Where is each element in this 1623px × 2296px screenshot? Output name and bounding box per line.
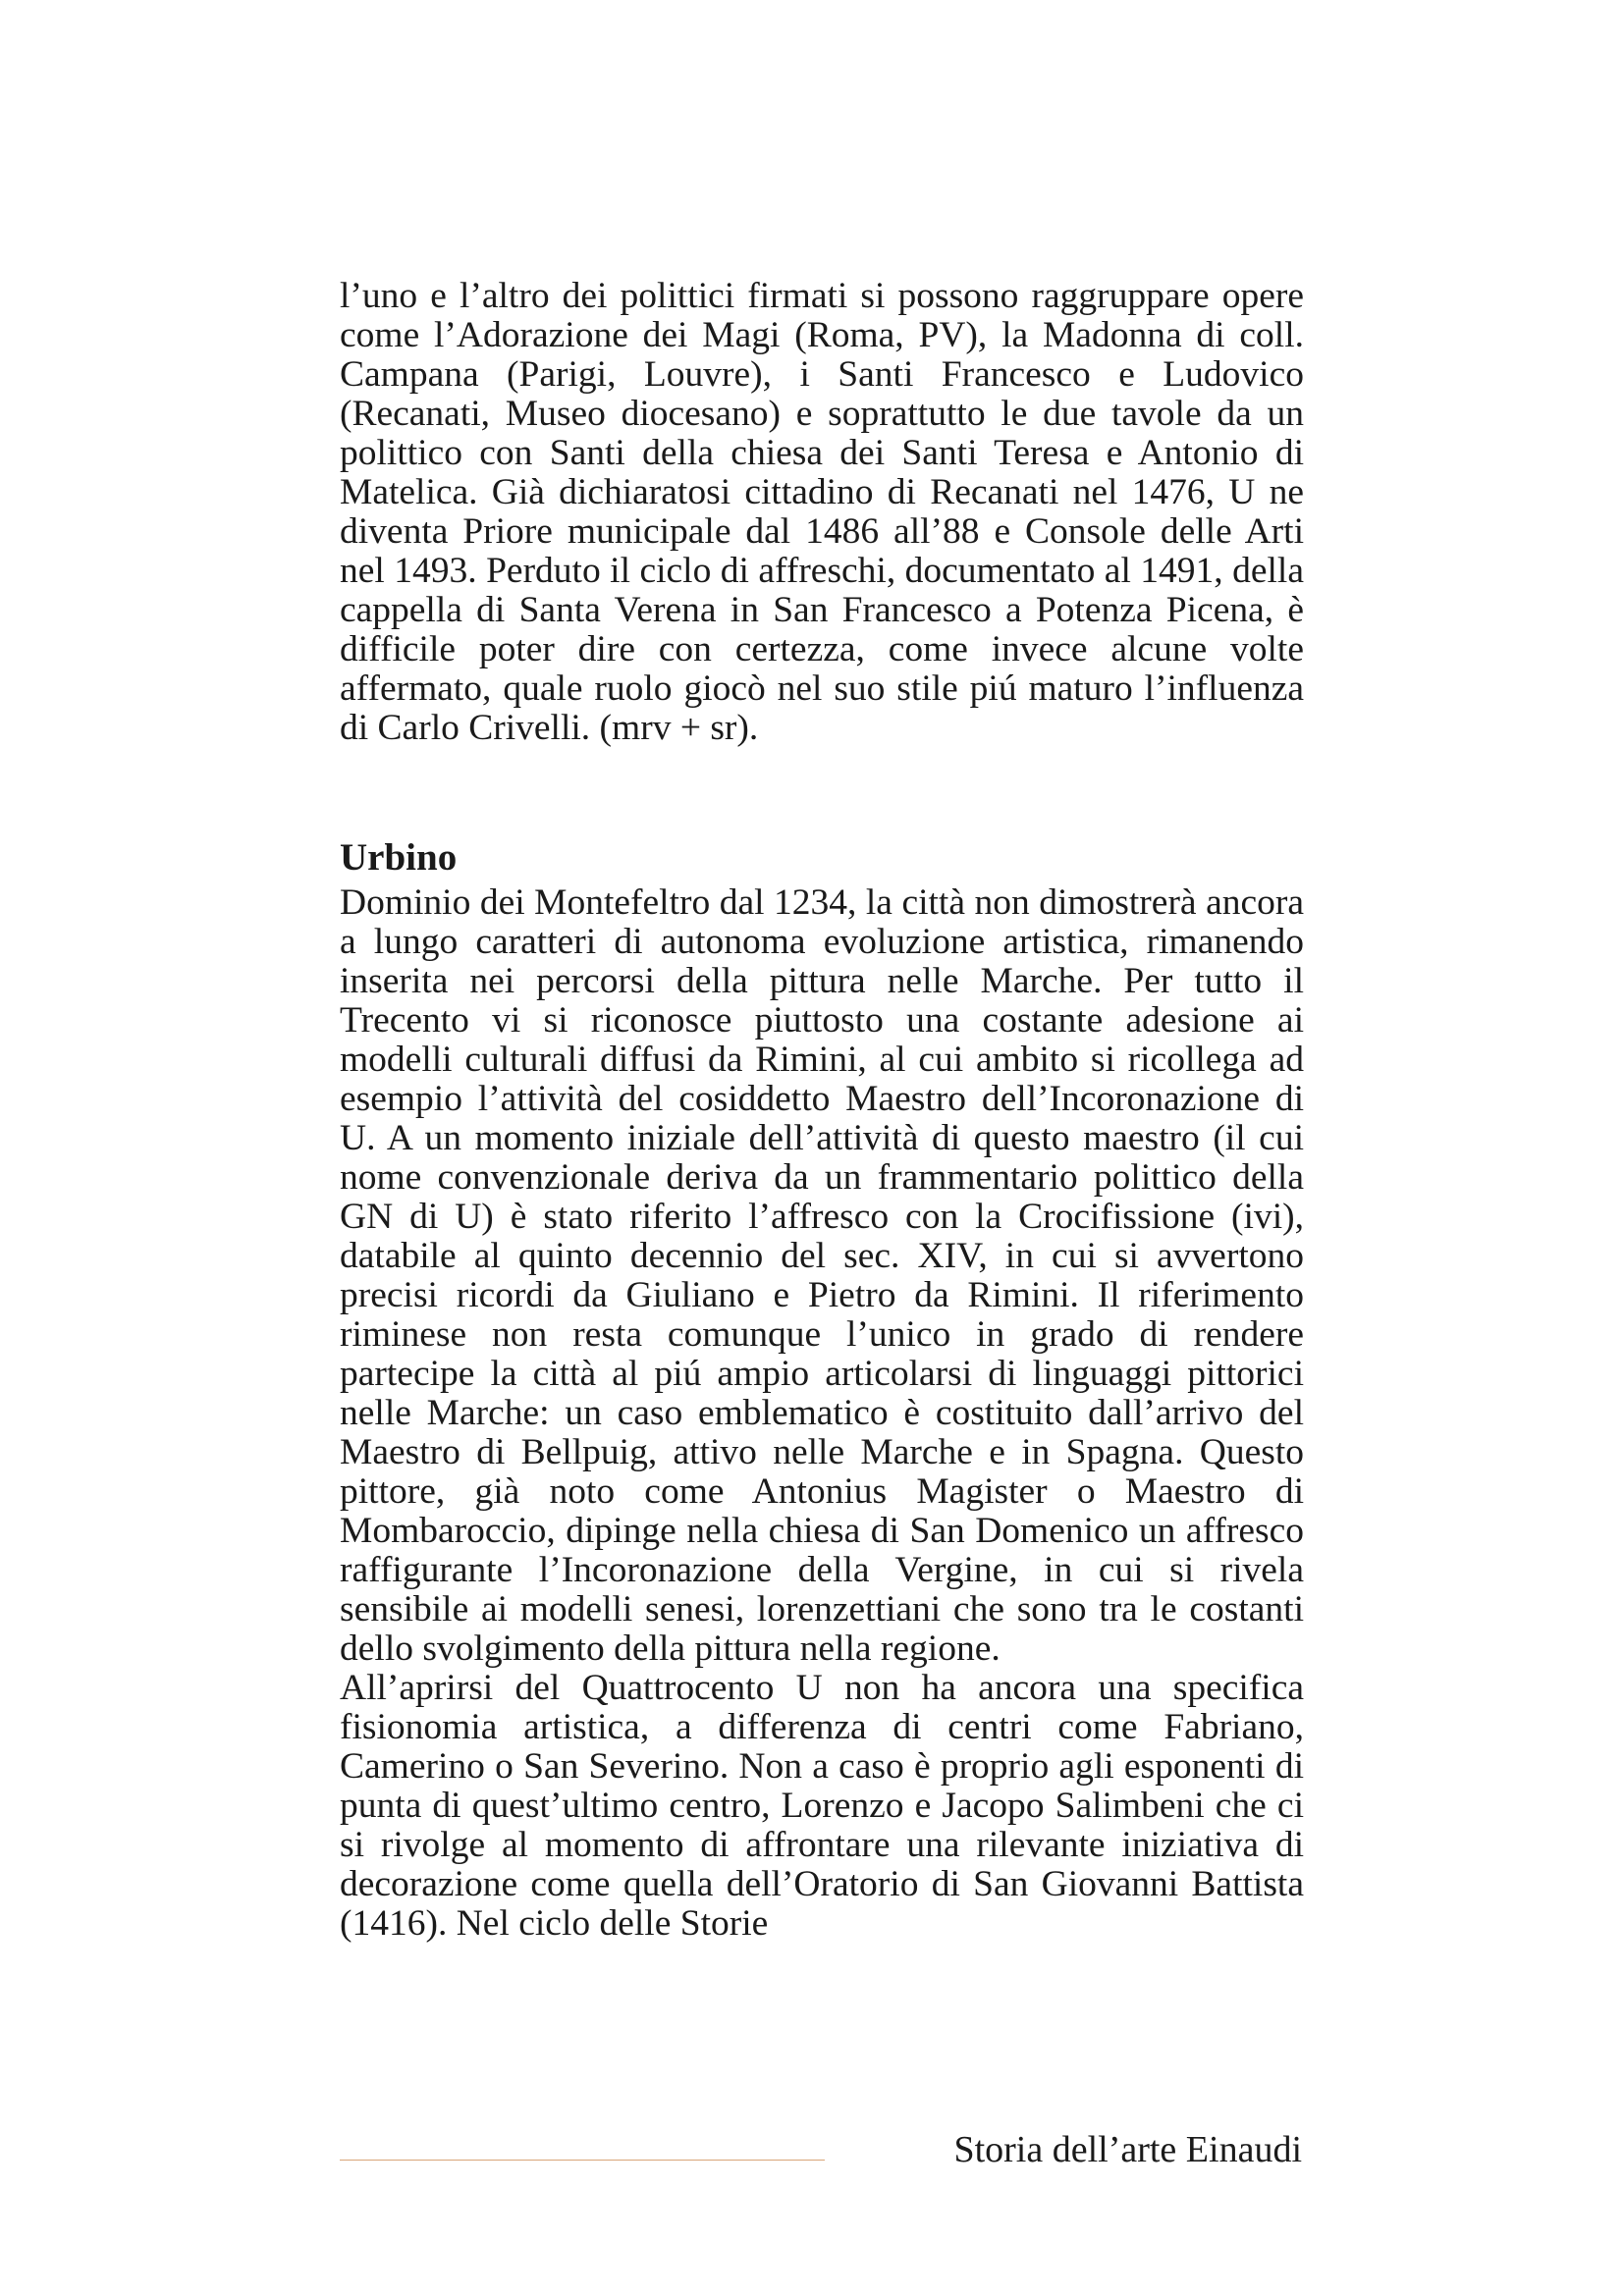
section-heading: Urbino <box>340 836 458 879</box>
footer-rule <box>340 2160 825 2161</box>
footer-title: Storia dell’arte Einaudi <box>953 2129 1302 2170</box>
paragraph-3: All’aprirsi del Quattrocento U non ha ancora una specifica fisionomia artistica, a differenza di centri come Fabriano, Camerino o San Severino. Non a caso è proprio agli esponenti di punta di quest’ultimo centro, Lorenzo e Jacopo Salimbeni che ci si rivolge al momento di affrontare una rilevante iniziativa di decorazione come quella dell’Oratorio di San Giovanni Battista (1416). Nel ciclo delle Storie <box>340 1668 1304 1944</box>
paragraph-1: l’uno e l’altro dei polittici firmati si possono raggruppare opere come l’Adorazione dei Magi (Roma, PV), la Madonna di coll. Campana (Parigi, Louvre), i Santi Francesco e Ludovico (Recanati, Museo diocesano) e soprattutto le due tavole da un polittico con Santi della chiesa dei Santi Teresa e Antonio di Matelica. Già dichiaratosi cittadino di Recanati nel 1476, U ne diventa Priore municipale dal 1486 all’88 e Console delle Arti nel 1493. Perduto il ciclo di affreschi, documentato al 1491, della cappella di Santa Verena in San Francesco a Potenza Picena, è difficile poter dire con certezza, come invece alcune volte affermato, quale ruolo giocò nel suo stile piú maturo l’influenza di Carlo Crivelli. (mrv + sr). <box>340 276 1304 748</box>
paragraph-2: Dominio dei Montefeltro dal 1234, la città non dimostrerà ancora a lungo caratteri di autonoma evoluzione artistica, rimanendo inserita nei percorsi della pittura nelle Marche. Per tutto il Trecento vi si riconosce piuttosto una costante adesione ai modelli culturali diffusi da Rimini, al cui ambito si ricollega ad esempio l’attività del cosiddetto Maestro dell’Incoronazione di U. A un momento iniziale dell’attività di questo maestro (il cui nome convenzionale deriva da un frammentario polittico della GN di U) è stato riferito l’affresco con la Crocifissione (ivi), databile al quinto decennio del sec. XIV, in cui si avvertono precisi ricordi da Giuliano e Pietro da Rimini. Il riferimento riminese non resta comunque l’unico in grado di rendere partecipe la città al piú ampio articolarsi di linguaggi pittorici nelle Marche: un caso emblematico è costituito dall’arrivo del Maestro di Bellpuig, attivo nelle Marche e in Spagna. Questo pittore, già noto come Antonius Magister o Maestro di Mombaroccio, dipinge nella chiesa di San Domenico un affresco raffigurante l’Incoronazione della Vergine, in cui si rivela sensibile ai modelli senesi, lorenzettiani che sono tra le costanti dello svolgimento della pittura nella regione. <box>340 882 1304 1669</box>
paragraph-continuation <box>340 277 1304 748</box>
section-body <box>340 883 1304 1944</box>
